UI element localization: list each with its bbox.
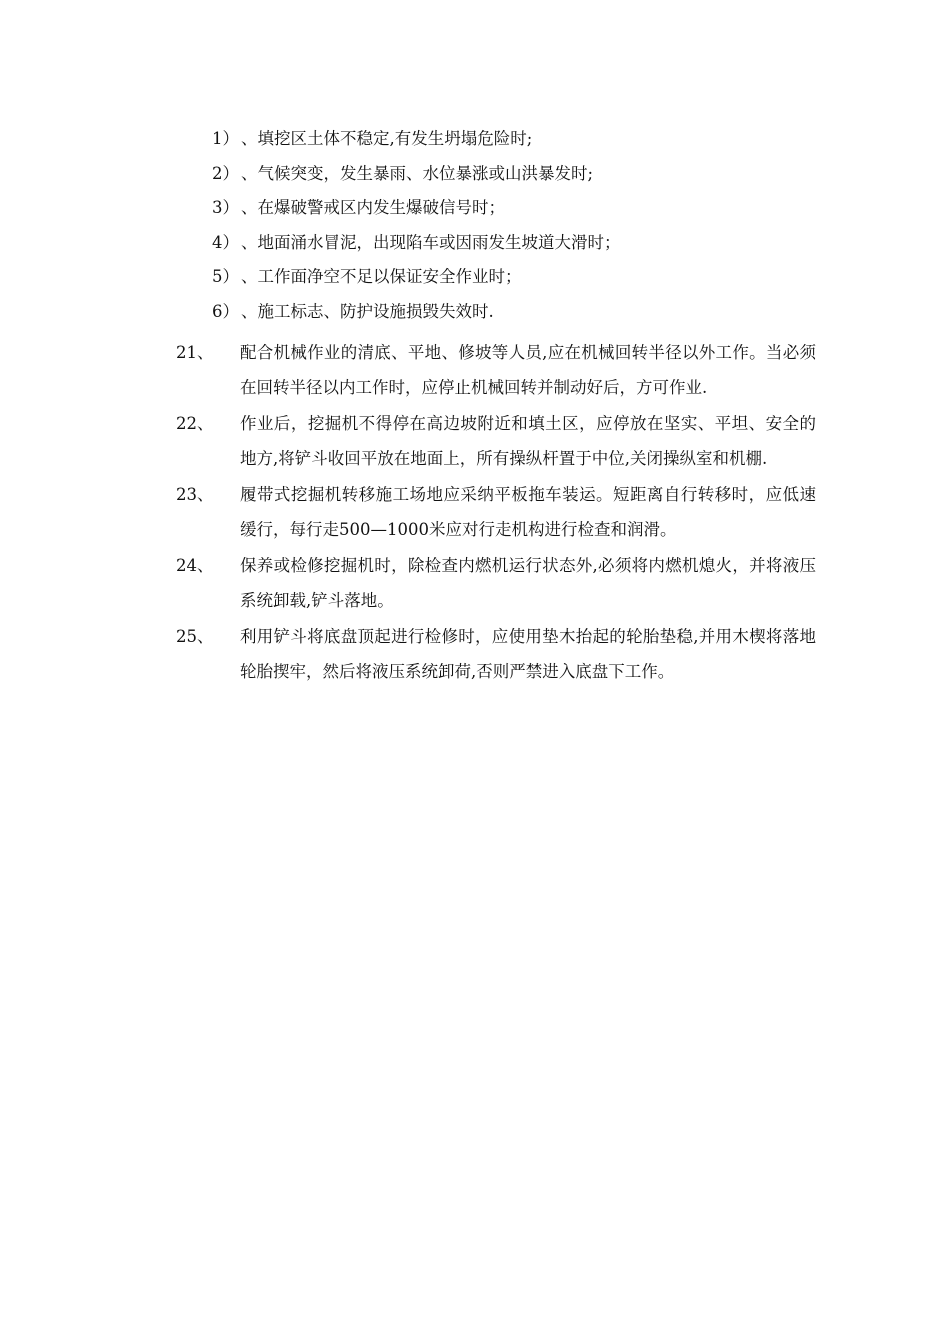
rule-number: 25、 (176, 627, 214, 646)
numbered-rule-list (176, 336, 816, 691)
sub-item-text: 、施工标志、防护设施损毁失效时. (241, 301, 494, 321)
rule-text: 履带式挖掘机转移施工场地应采纳平板拖车装运。短距离自行转移时，应低速缓行，每行走500—1000米应对行走机构进行检查和润滑。 (240, 485, 816, 539)
sub-list-item (212, 122, 832, 157)
sub-item-text: 、气候突变，发生暴雨、水位暴涨或山洪暴发时; (241, 163, 594, 183)
sub-item-number: 4） (212, 232, 239, 252)
sub-list-item (212, 295, 832, 330)
rule-text: 利用铲斗将底盘顶起进行检修时，应使用垫木抬起的轮胎垫稳,并用木楔将落地轮胎揳牢，然后将液压系统卸荷,否则严禁进入底盘下工作。 (240, 627, 816, 681)
rule-item (176, 407, 816, 476)
sub-list-item (212, 191, 832, 226)
rule-text: 作业后，挖掘机不得停在高边坡附近和填土区，应停放在坚实、平坦、安全的地方,将铲斗收回平放在地面上，所有操纵杆置于中位,关闭操纵室和机棚. (240, 414, 816, 468)
rule-number: 22、 (176, 414, 214, 433)
sub-list-item (212, 157, 832, 192)
sub-item-number: 1） (212, 129, 239, 148)
sub-item-number: 6） (212, 301, 239, 321)
condition-sub-list (212, 122, 832, 329)
rule-item (176, 336, 816, 405)
sub-list-item (212, 226, 832, 261)
sub-item-text: 、在爆破警戒区内发生爆破信号时； (241, 198, 505, 217)
sub-item-text: 、地面涌水冒泥，出现陷车或因雨发生坡道大滑时； (241, 232, 621, 252)
rule-number: 23、 (176, 485, 214, 504)
sub-item-number: 2） (212, 163, 239, 183)
sub-item-number: 5） (212, 267, 239, 286)
rule-item (176, 549, 816, 618)
rule-number: 24、 (176, 556, 214, 575)
sub-item-number: 3） (212, 198, 239, 217)
rule-item (176, 478, 816, 547)
rule-number: 21、 (176, 343, 214, 362)
rule-item (176, 620, 816, 689)
sub-item-text: 、填挖区土体不稳定,有发生坍塌危险时; (241, 129, 533, 148)
rule-text: 配合机械作业的清底、平地、修坡等人员,应在机械回转半径以外工作。当必须在回转半径以内工作时，应停止机械回转并制动好后，方可作业. (240, 343, 816, 397)
rule-text: 保养或检修挖掘机时，除检查内燃机运行状态外,必须将内燃机熄火，并将液压系统卸载,铲斗落地。 (240, 556, 816, 610)
sub-item-text: 、工作面净空不足以保证安全作业时； (241, 267, 522, 286)
sub-list-item (212, 260, 832, 295)
